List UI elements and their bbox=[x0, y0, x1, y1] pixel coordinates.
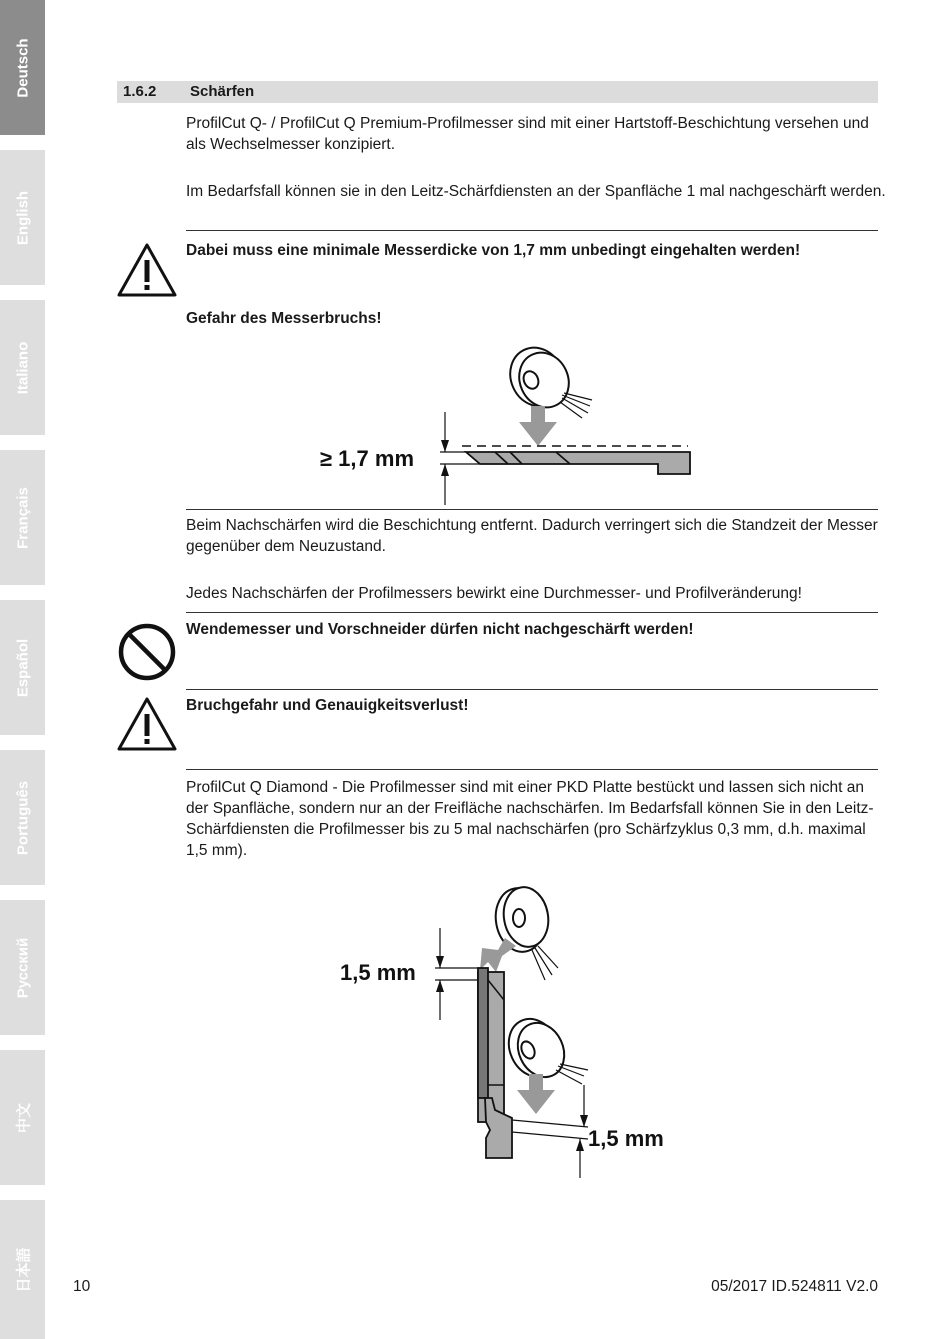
warning-triangle-icon bbox=[116, 242, 178, 298]
divider bbox=[186, 769, 878, 770]
document-id: 05/2017 ID.524811 V2.0 bbox=[711, 1278, 878, 1295]
tab-italiano[interactable] bbox=[0, 300, 45, 435]
tab-portugues[interactable] bbox=[0, 750, 45, 885]
paragraph-2: Im Bedarfsfall können sie in den Leitz-Schärfdiensten an der Spanfläche 1 mal nachgeschärft werden. bbox=[186, 183, 886, 200]
section-number: 1.6.2 bbox=[123, 83, 157, 100]
warning-text: Dabei muss eine minimale Messerdicke von 1,7 mm unbedingt eingehalten werden! bbox=[186, 242, 801, 259]
divider bbox=[186, 509, 878, 510]
prohibition-icon bbox=[117, 622, 177, 682]
tab-chinese[interactable] bbox=[0, 1050, 45, 1185]
tab-label: Deutsch bbox=[14, 37, 31, 98]
tab-label: Français bbox=[14, 486, 31, 549]
section-header bbox=[117, 81, 878, 103]
diamond-knife-diagram bbox=[330, 880, 700, 1180]
tab-label: English bbox=[14, 190, 31, 245]
section-title: Schärfen bbox=[190, 83, 255, 100]
tab-label: Português bbox=[14, 780, 31, 855]
warning-text: Bruchgefahr und Genauigkeitsverlust! bbox=[186, 697, 469, 714]
tab-label: Italiano bbox=[14, 341, 31, 394]
thickness-label: ≥ 1,7 mm bbox=[320, 446, 415, 471]
paragraph-1: ProfilCut Q- / ProfilCut Q Premium-Profilmesser sind mit einer Hartstoff-Beschichtung versehen und als Wechselmesser konzipiert. bbox=[186, 115, 869, 153]
divider bbox=[186, 689, 878, 690]
warning-triangle-icon bbox=[116, 696, 178, 752]
tab-label: Español bbox=[14, 638, 31, 697]
warning-subtext: Gefahr des Messerbruchs! bbox=[186, 310, 382, 327]
tab-label: 中文 bbox=[15, 1102, 32, 1133]
divider bbox=[186, 612, 878, 613]
tab-espanol[interactable] bbox=[0, 600, 45, 735]
knife-thickness-diagram bbox=[300, 340, 700, 510]
prohibition-text: Wendemesser und Vorschneider dürfen nicht nachgeschärft werden! bbox=[186, 621, 694, 638]
paragraph-5: ProfilCut Q Diamond - Die Profilmesser sind mit einer PKD Platte bestückt und lassen sich nicht an der Spanfläche, sondern nur an der Freifläche nachschärfen. Im Bedarfsfall können Sie in den Leitz-Schärfdiensten die Profilmesser bis zu 5 mal nachschärfen (pro Schärfzyklus 0,3 mm, d.h. maximal 1,5 mm). bbox=[186, 779, 874, 859]
tab-label: Русский bbox=[14, 937, 31, 998]
bottom-dimension-label: 1,5 mm bbox=[588, 1126, 664, 1151]
tab-deutsch[interactable] bbox=[0, 0, 45, 135]
tab-japanese[interactable] bbox=[0, 1200, 45, 1339]
page-number: 10 bbox=[73, 1278, 91, 1295]
tab-francais[interactable] bbox=[0, 450, 45, 585]
divider bbox=[186, 230, 878, 231]
tab-english[interactable] bbox=[0, 150, 45, 285]
tab-russian[interactable] bbox=[0, 900, 45, 1035]
tab-label: 日本語 bbox=[15, 1246, 32, 1293]
paragraph-3: Beim Nachschärfen wird die Beschichtung entfernt. Dadurch verringert sich die Standzeit der Messer gegenüber dem Neuzustand. bbox=[186, 517, 878, 555]
top-dimension-label: 1,5 mm bbox=[340, 960, 416, 985]
paragraph-4: Jedes Nachschärfen der Profilmessers bewirkt eine Durchmesser- und Profilveränderung! bbox=[186, 585, 802, 602]
